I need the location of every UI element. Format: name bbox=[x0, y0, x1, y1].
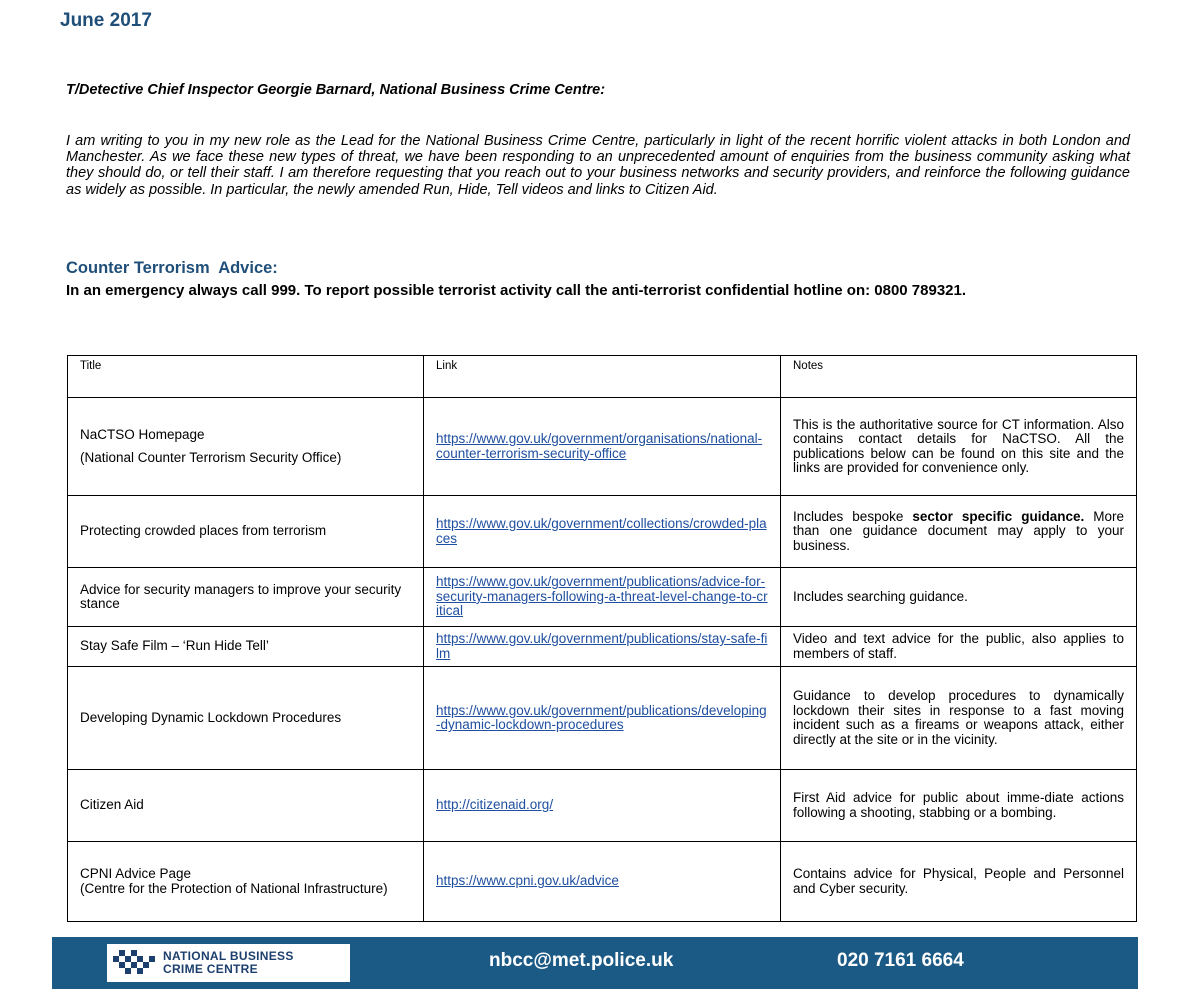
row-notes: Includes searching guidance. bbox=[781, 568, 1137, 627]
row-title: NaCTSO Homepage bbox=[80, 427, 205, 442]
row-title: Advice for security managers to improve your security stance bbox=[68, 568, 424, 627]
header-link: Link bbox=[424, 356, 781, 398]
emergency-notice: In an emergency always call 999. To report possible terrorist activity call the anti-terrorist confidential hotline on: 0800 789321. bbox=[66, 282, 967, 299]
row-link[interactable]: http://citizenaid.org/ bbox=[436, 797, 554, 813]
table-row bbox=[68, 667, 1137, 770]
row-subtitle: (National Counter Terrorism Security Office) bbox=[80, 449, 342, 465]
row-title-cell bbox=[68, 398, 424, 496]
row-link[interactable]: https://www.cpni.gov.uk/advice bbox=[436, 873, 619, 889]
row-link-cell bbox=[424, 496, 781, 568]
advice-table bbox=[67, 355, 1137, 922]
row-title: CPNI Advice Page bbox=[80, 866, 192, 881]
row-link[interactable]: https://www.gov.uk/government/publications/developing-dynamic-lockdown-procedures bbox=[436, 702, 767, 732]
notes-text: Includes bespoke bbox=[793, 508, 913, 524]
document-date: June 2017 bbox=[60, 10, 152, 31]
row-title-cell bbox=[68, 842, 424, 922]
table-row bbox=[68, 842, 1137, 922]
row-link-cell bbox=[424, 568, 781, 627]
intro-paragraph: I am writing to you in my new role as the Lead for the National Business Crime Centre, particularly in light of the recent horrific violent attacks in both London and Manchester. As we face these new types of threat, we have been responding to an unprecedented amount of enquiries from the business community asking what they should do, or tell their staff. I am therefore requesting that you reach out to your business networks and security providers, and reinforce the following guidance as widely as possible. In particular, the newly amended Run, Hide, Tell videos and links to Citizen Aid. bbox=[66, 133, 1130, 198]
logo-line-2: CRIME CENTRE bbox=[163, 962, 258, 976]
row-link-cell bbox=[424, 667, 781, 770]
table-row bbox=[68, 496, 1137, 568]
checker-logo-icon bbox=[113, 948, 157, 978]
row-link-cell bbox=[424, 398, 781, 496]
row-notes: First Aid advice for public about imme-diate actions following a shooting, stabbing or a bombing. bbox=[781, 770, 1137, 842]
row-notes: This is the authoritative source for CT information. Also contains contact details for NaCTSO. All the publications below can be found on this site and the links are provided for convenience only. bbox=[781, 398, 1137, 496]
footer-phone: 020 7161 6664 bbox=[837, 950, 964, 971]
row-notes: Contains advice for Physical, People and Personnel and Cyber security. bbox=[781, 842, 1137, 922]
header-title: Title bbox=[68, 356, 424, 398]
table-row bbox=[68, 627, 1137, 667]
row-link-cell bbox=[424, 627, 781, 667]
table-row bbox=[68, 398, 1137, 496]
nbcc-logo bbox=[107, 944, 350, 982]
row-link[interactable]: https://www.gov.uk/government/collections/crowded-places bbox=[436, 516, 767, 546]
notes-text: More than one guidance document may apply to your business. bbox=[793, 508, 1125, 553]
row-title: Stay Safe Film – ‘Run Hide Tell’ bbox=[68, 627, 424, 667]
author-line: T/Detective Chief Inspector Georgie Barnard, National Business Crime Centre: bbox=[66, 82, 606, 98]
row-link-cell bbox=[424, 770, 781, 842]
row-subtitle: (Centre for the Protection of National Infrastructure) bbox=[80, 880, 388, 896]
footer-banner bbox=[52, 937, 1138, 989]
row-title: Citizen Aid bbox=[68, 770, 424, 842]
logo-line-1: NATIONAL BUSINESS bbox=[163, 949, 294, 963]
row-title: Developing Dynamic Lockdown Procedures bbox=[68, 667, 424, 770]
row-notes: Video and text advice for the public, also applies to members of staff. bbox=[781, 627, 1137, 667]
section-title: Counter Terrorism Advice: bbox=[66, 259, 278, 277]
table-row bbox=[68, 770, 1137, 842]
table-row bbox=[68, 568, 1137, 627]
row-link[interactable]: https://www.gov.uk/government/organisations/national-counter-terrorism-security-office bbox=[436, 431, 763, 461]
row-link[interactable]: https://www.gov.uk/government/publications/stay-safe-film bbox=[436, 631, 768, 661]
row-notes: Guidance to develop procedures to dynamically lockdown their sites in response to a fast moving incident such as a fireams or weapons attack, either directly at the site or in the vicinity. bbox=[781, 667, 1137, 770]
row-link-cell bbox=[424, 842, 781, 922]
row-notes-cell bbox=[781, 496, 1137, 568]
notes-emphasis: sector specific guidance. bbox=[912, 508, 1085, 524]
header-notes: Notes bbox=[781, 356, 1137, 398]
table-header-row bbox=[68, 356, 1137, 398]
footer-email[interactable]: nbcc@met.police.uk bbox=[489, 950, 674, 971]
logo-text bbox=[163, 950, 294, 976]
row-link[interactable]: https://www.gov.uk/government/publications/advice-for-security-managers-following-a-threat-level-change-to-critical bbox=[436, 574, 768, 619]
row-title: Protecting crowded places from terrorism bbox=[68, 496, 424, 568]
